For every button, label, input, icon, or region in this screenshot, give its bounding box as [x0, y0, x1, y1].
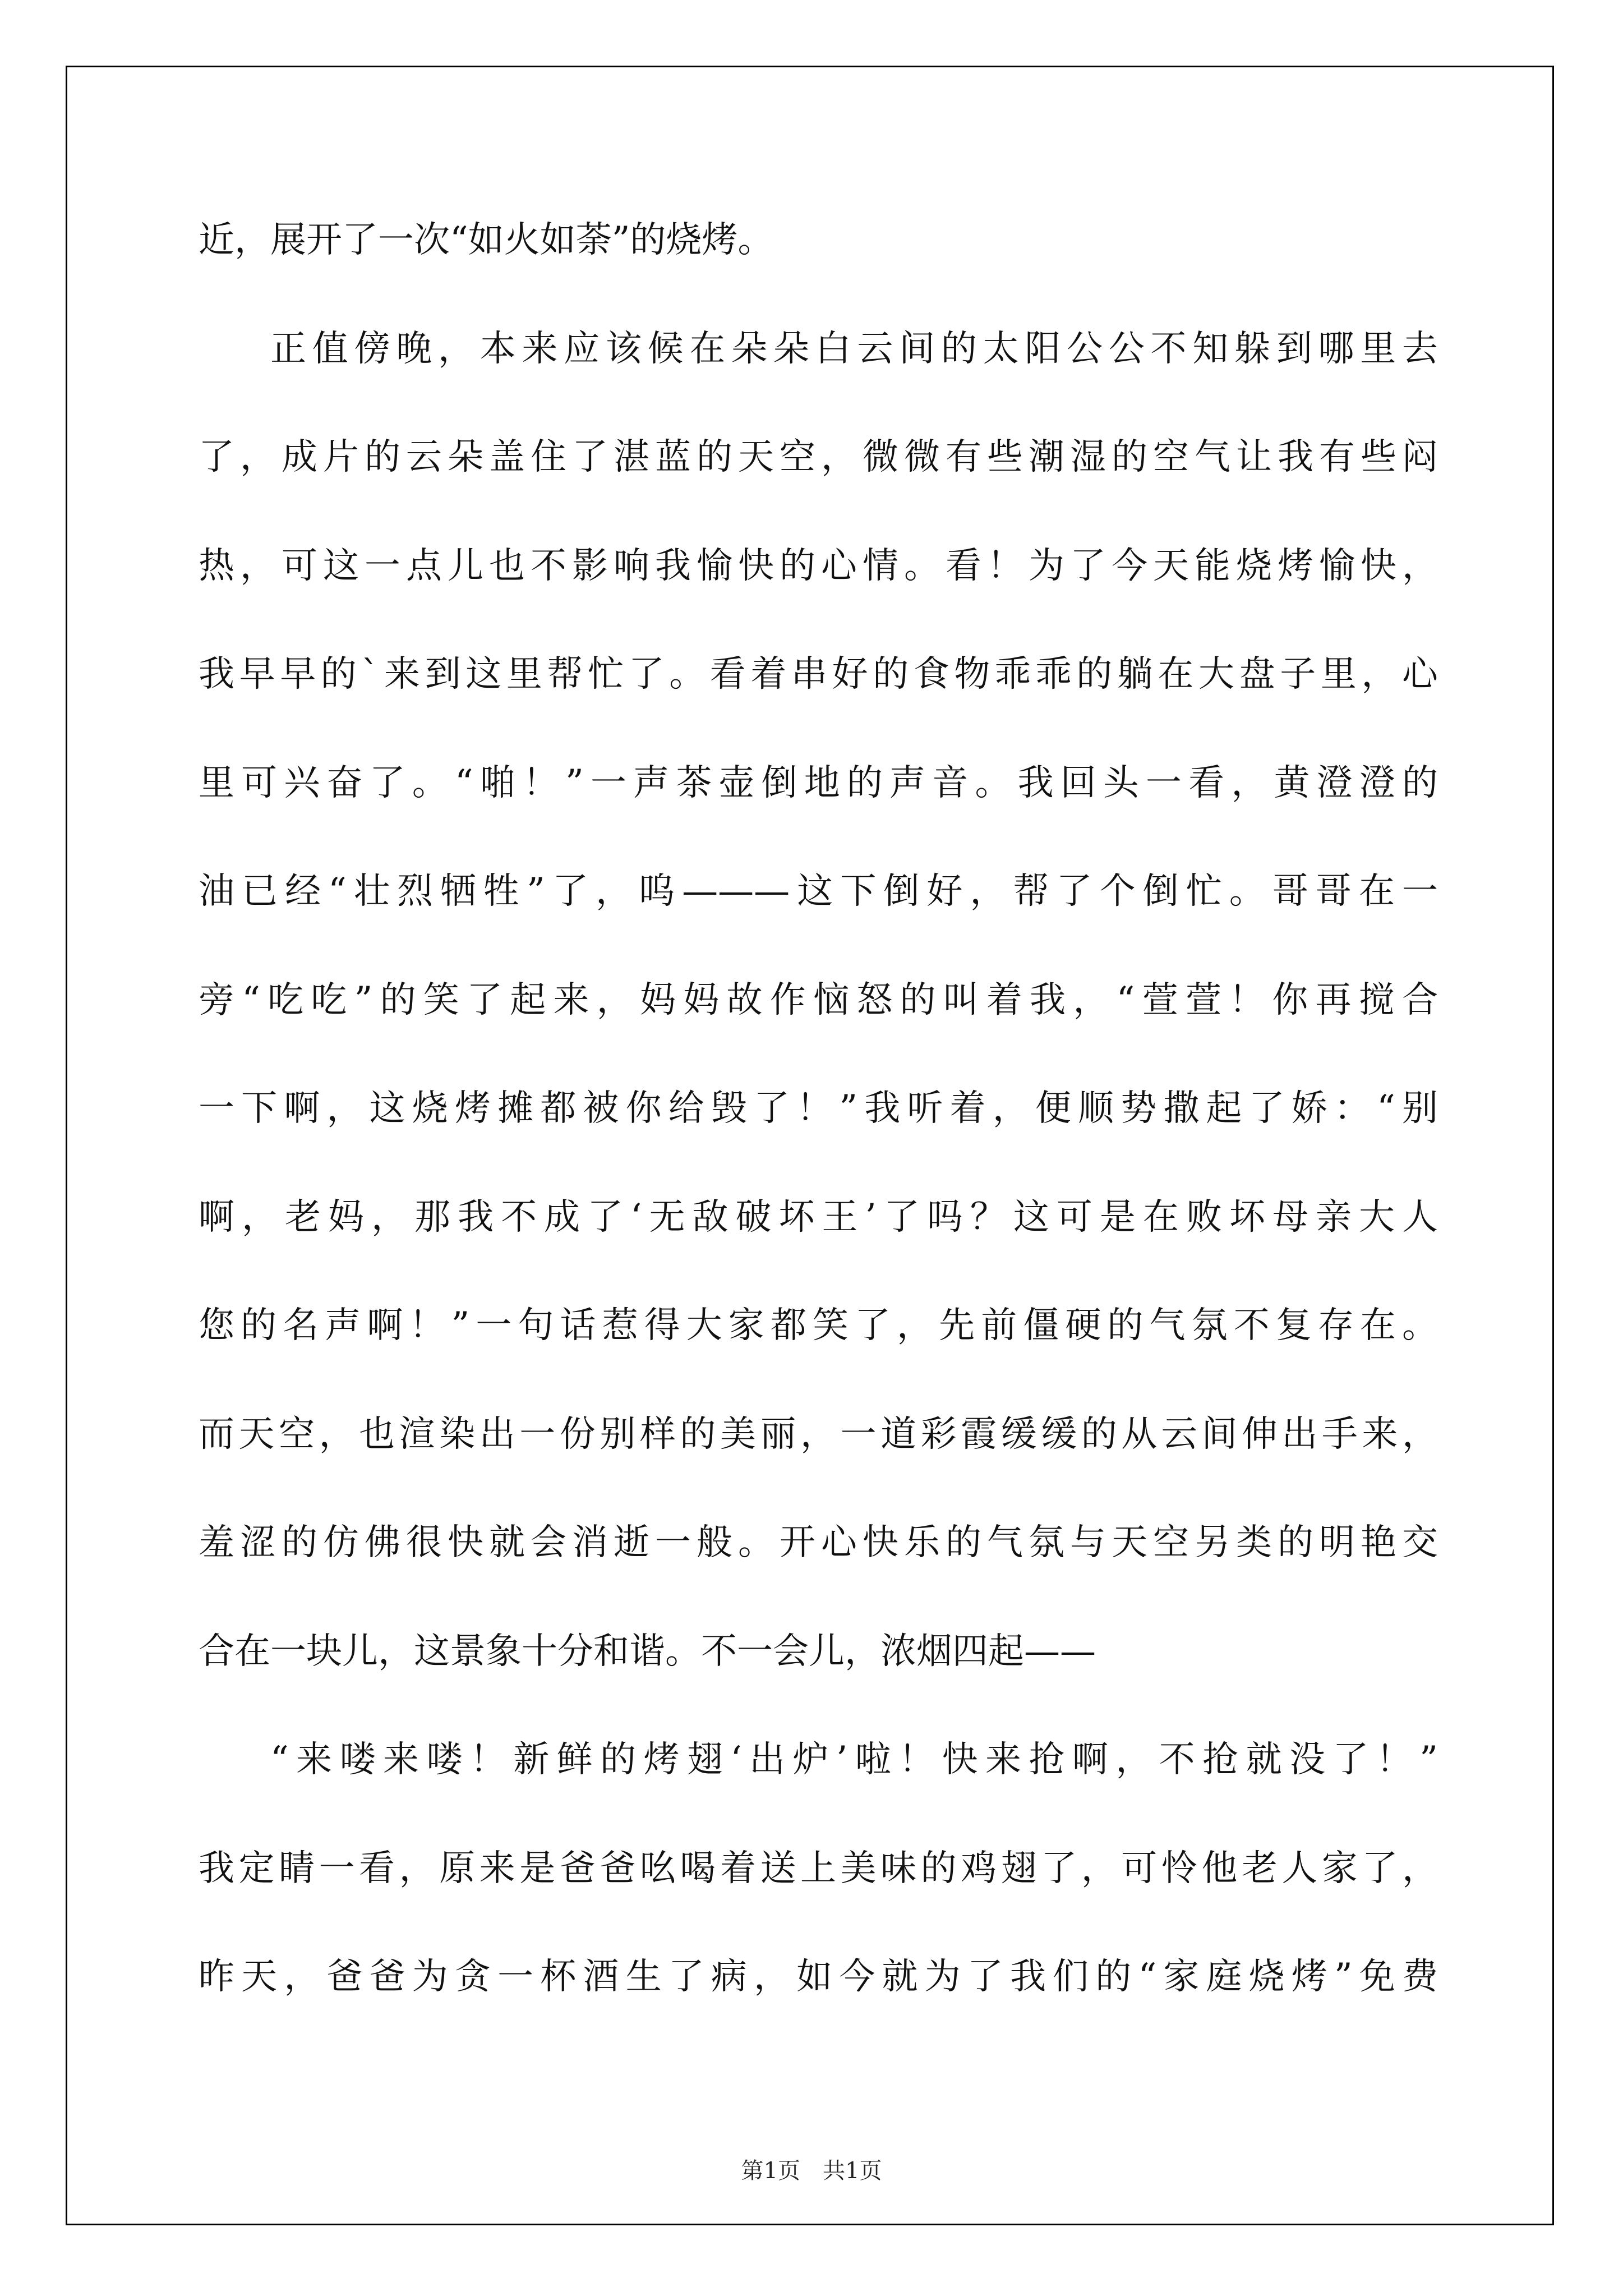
text-line: 近，展开了一次“如火如荼”的烧烤。	[199, 219, 774, 261]
text-line: 热，可这一点儿也不影响我愉快的心情。看！为了今天能烧烤愉快，	[199, 545, 1438, 587]
text-line: 我定睛一看，原来是爸爸吆喝着送上美味的鸡翅了，可怜他老人家了，	[199, 1847, 1438, 1889]
text-line: 里可兴奋了。“啪！”一声茶壶倒地的声音。我回头一看，黄澄澄的	[199, 762, 1438, 804]
page-footer: 第1页 共1页	[741, 2158, 882, 2184]
text-line: 油已经“壮烈牺牲”了，呜———这下倒好，帮了个倒忙。哥哥在一	[199, 871, 1438, 912]
text-line: 一下啊，这烧烤摊都被你给毁了！”我听着，便顺势撒起了娇：“别	[199, 1088, 1438, 1129]
text-line: 昨天，爸爸为贪一杯酒生了病，如今就为了我们的“家庭烧烤”免费	[199, 1956, 1438, 1998]
text-line: 合在一块儿，这景象十分和谐。不一会儿，浓烟四起——	[199, 1630, 1096, 1672]
text-line: 而天空，也渲染出一份别样的美丽，一道彩霞缓缓的从云间伸出手来，	[199, 1413, 1438, 1455]
document-body	[199, 186, 1438, 2032]
text-line: 您的名声啊！”一句话惹得大家都笑了，先前僵硬的气氛不复存在。	[199, 1305, 1438, 1346]
text-line: 我早早的`来到这里帮忙了。看着串好的食物乖乖的躺在大盘子里，心	[199, 654, 1438, 695]
text-line: 羞涩的仿佛很快就会消逝一般。开心快乐的气氛与天空另类的明艳交	[199, 1522, 1438, 1563]
text-line: 正值傍晚，本来应该候在朵朵白云间的太阳公公不知躲到哪里去	[270, 328, 1438, 370]
text-line: 旁“吃吃”的笑了起来，妈妈故作恼怒的叫着我，“萱萱！你再搅合	[199, 979, 1438, 1021]
text-line: 了，成片的云朵盖住了湛蓝的天空，微微有些潮湿的空气让我有些闷	[199, 436, 1438, 478]
text-line: “来喽来喽！新鲜的烤翅‘出炉’啦！快来抢啊，不抢就没了！”	[270, 1739, 1438, 1780]
text-line: 啊，老妈，那我不成了‘无敌破坏王’了吗？这可是在败坏母亲大人	[199, 1196, 1438, 1238]
